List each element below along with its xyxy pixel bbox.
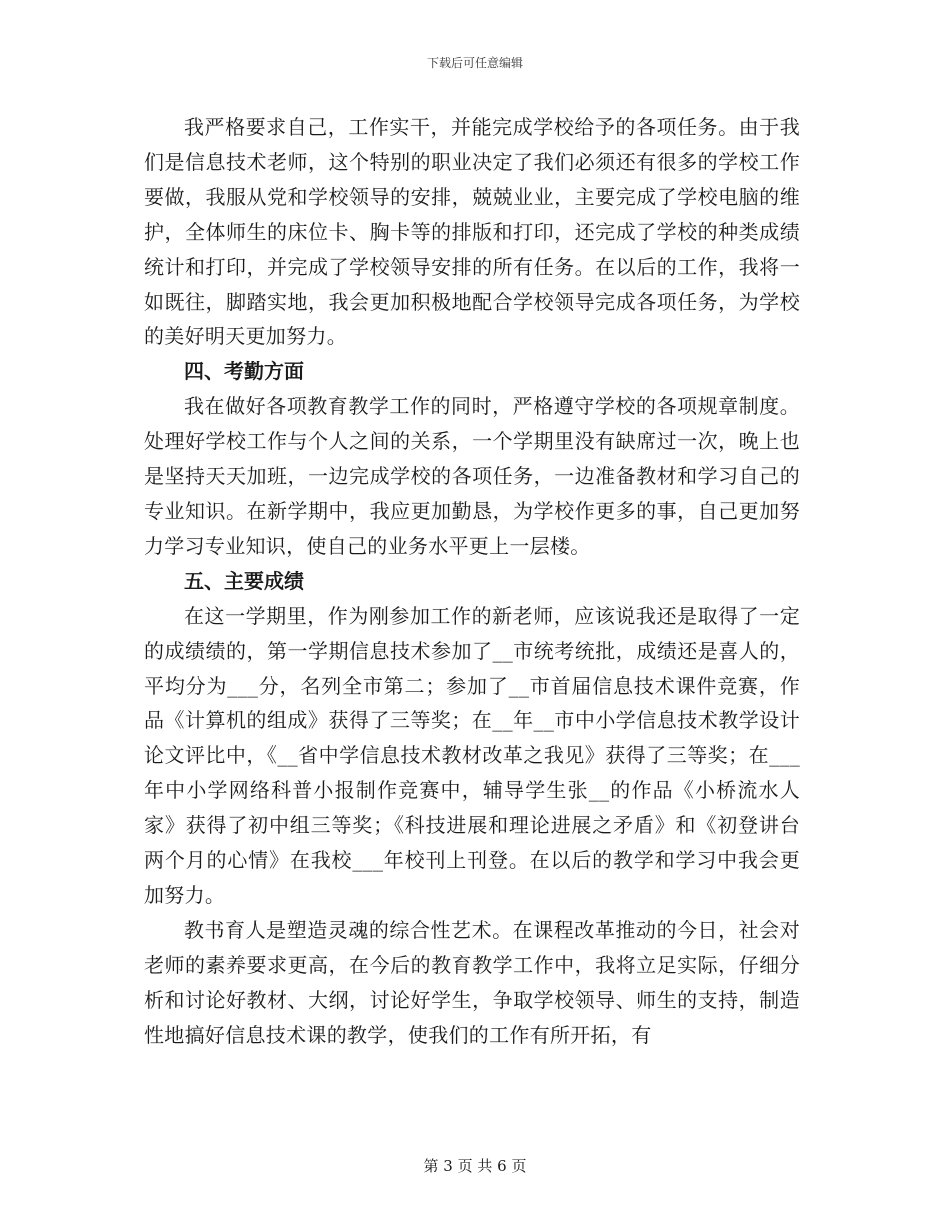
section-heading-attendance: 四、考勤方面: [184, 359, 304, 384]
document-body: [144, 110, 800, 1052]
page-number-footer: 第 3 页 共 6 页: [423, 1157, 527, 1175]
paragraph-work-duties: 我严格要求自己，工作实干，并能完成学校给予的各项任务。由于我们是信息技术老师，这个特别的职业决定了我们必须还有很多的学校工作要做，我服从党和学校领导的安排，兢兢业业，主要完成了学校电脑的维护，全体师生的床位卡、胸卡等的排版和打印，还完成了学校的种类成绩统计和打印，并完成了学校领导安排的所有任务。在以后的工作，我将一如既往，脚踏实地，我会更加积极地配合学校领导完成各项任务，为学校的美好明天更加努力。: [144, 115, 800, 349]
paragraph-attendance: 我在做好各项教育教学工作的同时，严格遵守学校的各项规章制度。处理好学校工作与个人之间的关系，一个学期里没有缺席过一次，晚上也是坚持天天加班，一边完成学校的各项任务，一边准备教材和学习自己的专业知识。在新学期中，我应更加勤恳，为学校作更多的事，自己更加努力学习专业知识，使自己的业务水平更上一层楼。: [144, 394, 800, 558]
page-header-note: 下载后可任意编辑: [426, 56, 523, 70]
paragraph-achievements: 在这一学期里，作为刚参加工作的新老师，应该说我还是取得了一定的成绩绩的，第一学期信息技术参加了__市统考统批，成绩还是喜人的，平均分为___分，名列全市第二；参加了__市首届信息技术课件竞赛，作品《计算机的组成》获得了三等奖；在__年__市中小学信息技术教学设计论文评比中，《__省中学信息技术教材改革之我见》获得了三等奖；在___年中小学网络科普小报制作竞赛中，辅导学生张__的作品《小桥流水人家》获得了初中组三等奖；《科技进展和理论进展之矛盾》和《初登讲台两个月的心情》在我校___年校刊上刊登。在以后的教学和学习中我会更加努力。: [144, 603, 800, 907]
section-heading-achievements: 五、主要成绩: [184, 568, 304, 593]
paragraph-conclusion: 教书育人是塑造灵魂的综合性艺术。在课程改革推动的今日，社会对老师的素养要求更高，在今后的教育教学工作中，我将立足实际，仔细分析和讨论好教材、大纲，讨论好学生，争取学校领导、师生的支持，制造性地搞好信息技术课的教学，使我们的工作有所开拓，有: [144, 917, 800, 1047]
